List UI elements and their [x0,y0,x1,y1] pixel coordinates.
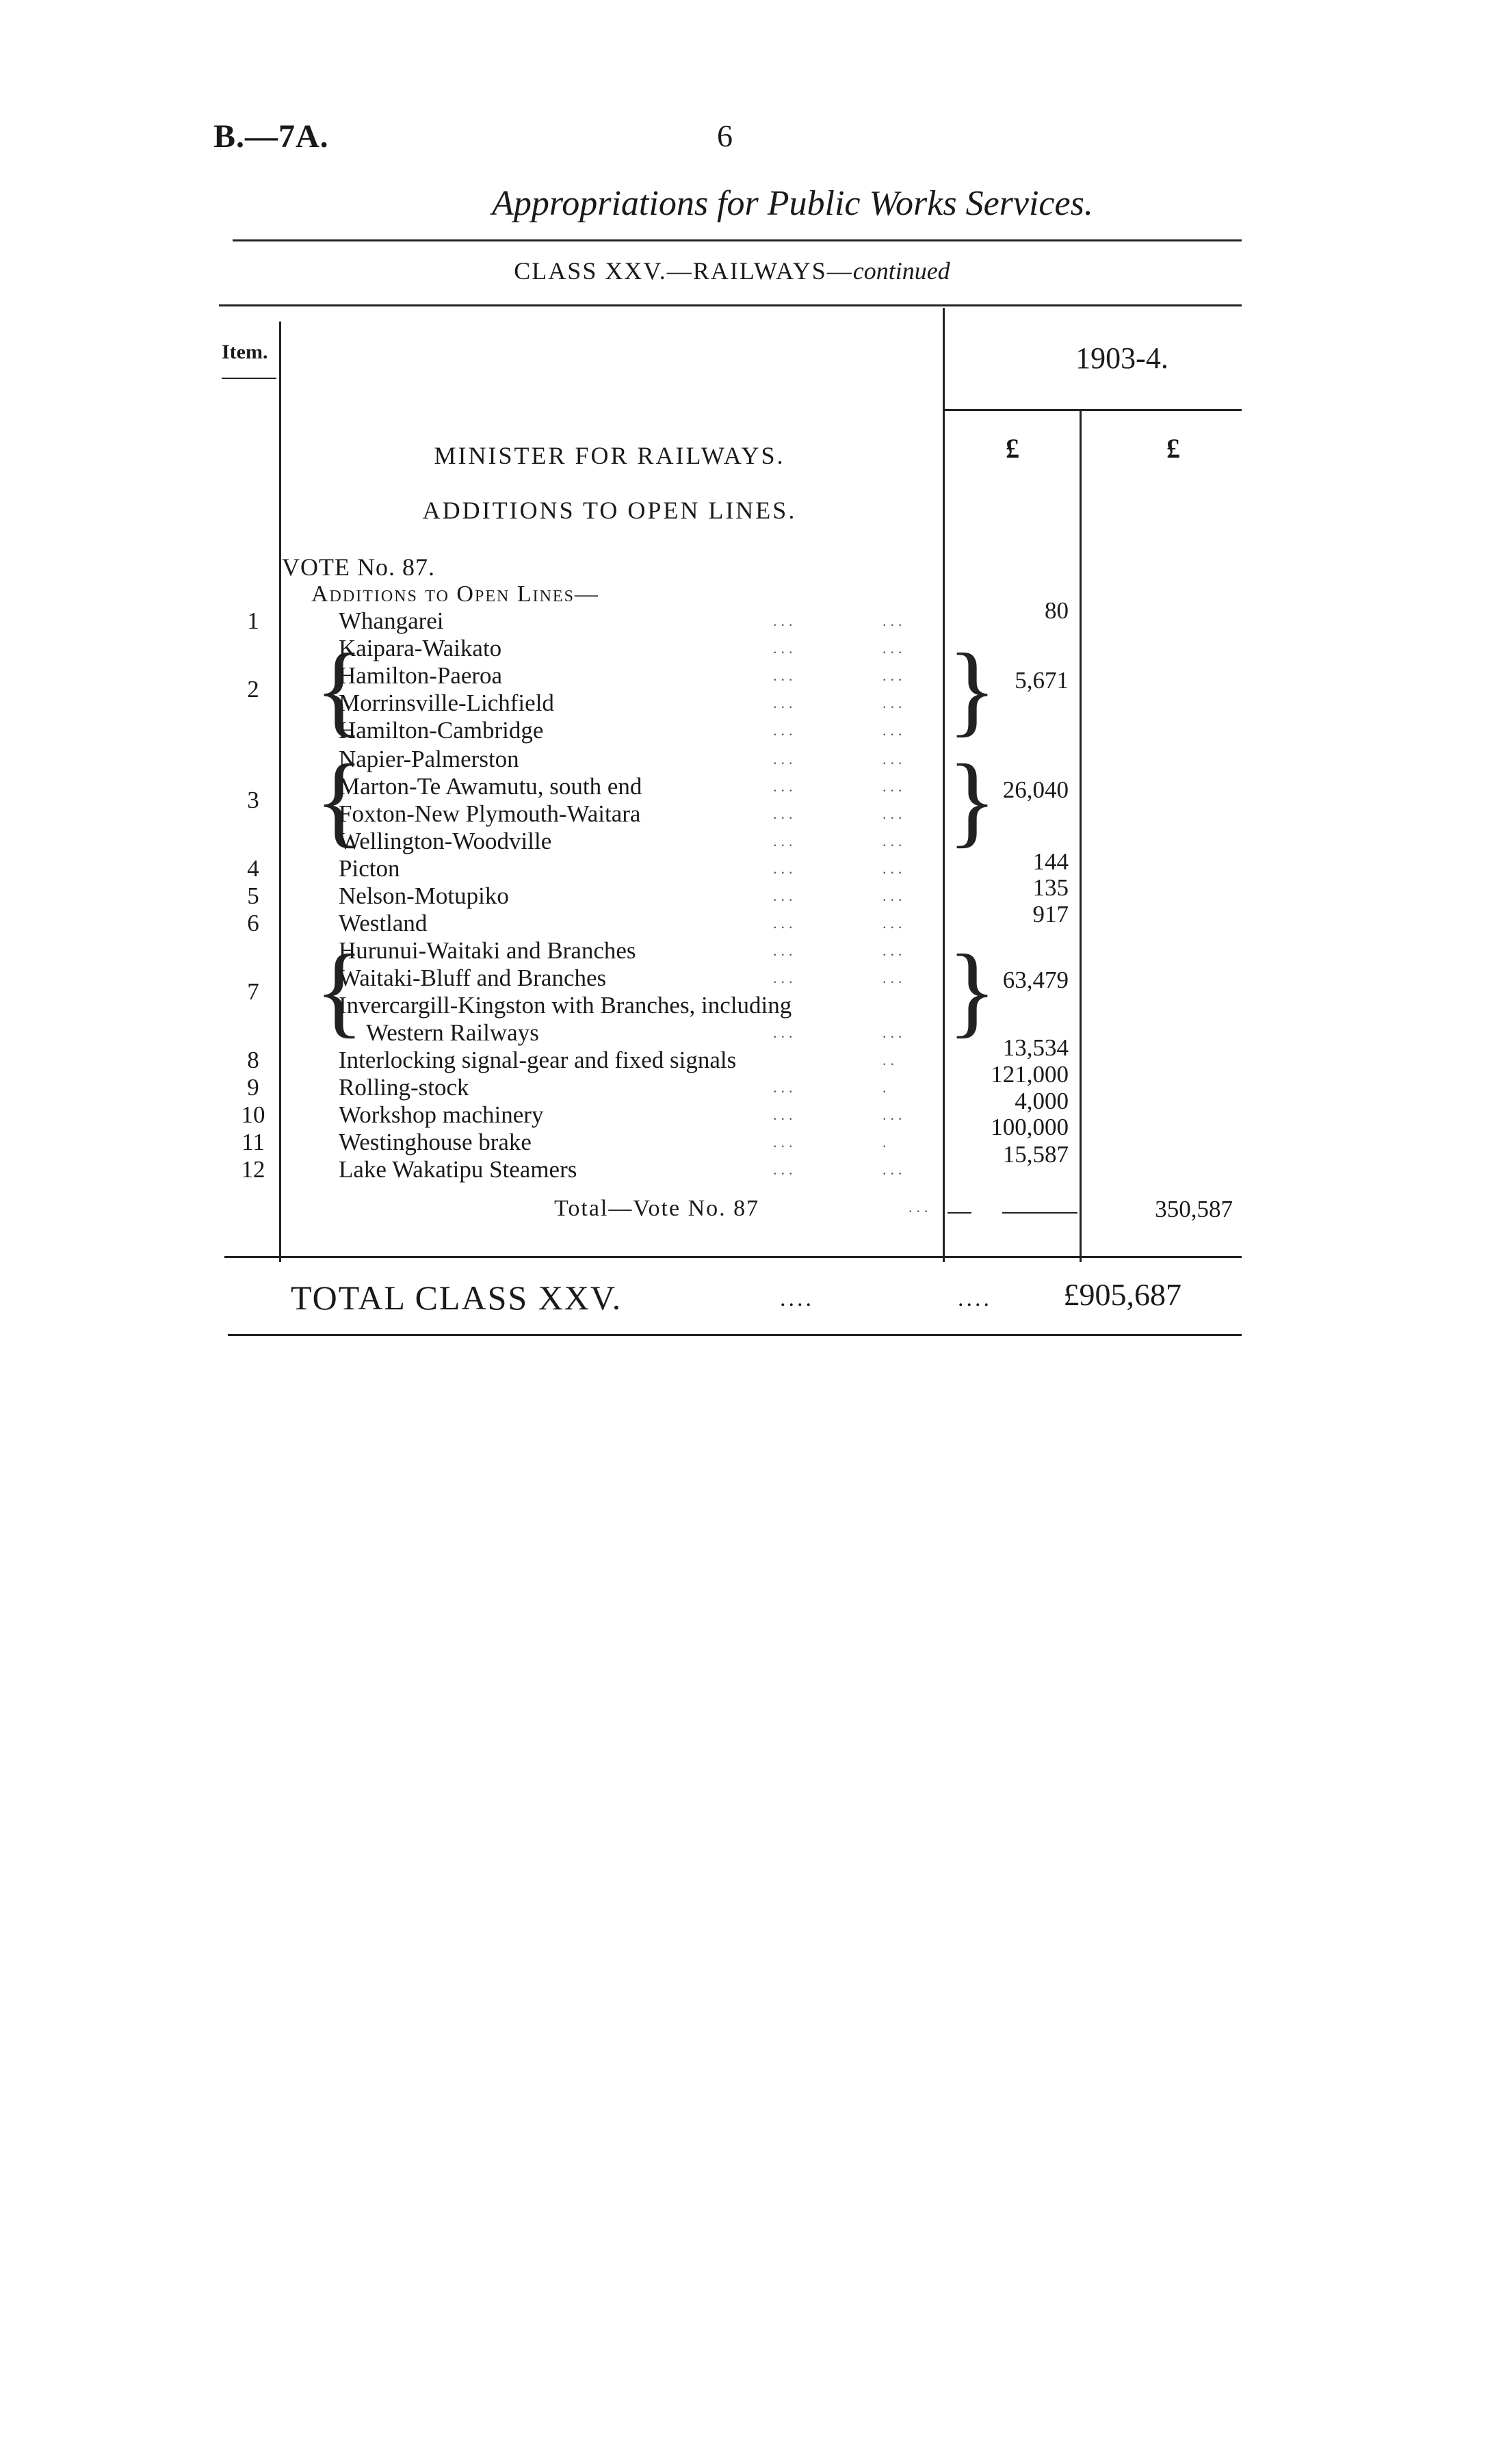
item-number: 4 [247,855,259,882]
table-row [0,1129,1503,1156]
grand-total-amount: £905,687 [1063,1277,1181,1312]
item-label: Picton [339,855,400,882]
item-label: Waitaki-Bluff and Branches [339,965,607,991]
item-number: 3 [247,787,259,813]
table-row [0,690,1503,717]
item-number: 9 [247,1074,259,1101]
final-rule [228,1334,1242,1336]
item-number: 1 [247,607,259,634]
item-label: Lake Wakatipu Steamers [339,1156,577,1183]
item-label: Interlocking signal-gear and fixed signals [339,1047,737,1073]
left-brace: { [315,744,364,857]
table-row [0,800,1503,828]
leader-dots: ... [883,969,906,986]
leader-dots: ... [773,722,797,739]
leader-dots: . [883,1133,891,1151]
document-ref: B.—7A. [213,118,329,155]
total-dash [1002,1212,1077,1214]
leader-dots: ... [883,750,906,768]
leader-dots: ... [883,722,906,739]
item-label: Workshop machinery [339,1101,544,1128]
item-label: Nelson-Motupiko [339,882,509,909]
item-number: 5 [247,882,259,909]
leader-dots: ... [773,1161,797,1178]
leader-dots: ... [909,1198,932,1216]
pound-header-1: £ [1006,433,1019,464]
vote-heading: VOTE No. 87. [282,553,435,581]
total-dash [947,1212,971,1214]
leader-dots: ... [773,887,797,904]
table-row [0,855,1503,882]
item-number: 10 [241,1101,265,1128]
item-label: Whangarei [339,607,444,634]
table-top-rule [219,304,1242,306]
leader-dots: ... [773,1106,797,1123]
table-row [0,717,1503,744]
leader-dots: ... [883,833,906,850]
table-row [0,1156,1503,1183]
item-label: Foxton-New Plymouth-Waitara [339,800,641,827]
leader-dots: ... [773,778,797,795]
table-row [0,1019,1503,1047]
leader-dots: ... [773,640,797,657]
table-row [0,1101,1503,1129]
subhead: Additions to Open Lines— [311,581,599,607]
leader-dots: ... [773,612,797,629]
table-row [0,910,1503,937]
pound-header-2: £ [1166,433,1180,464]
right-brace: } [947,633,997,746]
leader-dots: ... [773,969,797,986]
leader-dots: ... [773,915,797,932]
leader-dots: ... [883,694,906,711]
table-bottom-rule [224,1256,1242,1258]
item-under-rule [222,378,276,379]
item-amount: 144 [1032,848,1069,875]
item-label: Morrinsville-Lichfield [339,690,554,716]
table-row [0,1047,1503,1074]
leader-dots: .. [883,1051,898,1069]
leader-dots: ... [773,1079,797,1096]
leader-dots: .... [958,1286,992,1311]
leader-dots: ... [773,833,797,850]
leader-dots: ... [883,915,906,932]
item-label: Hamilton-Cambridge [339,717,544,744]
leader-dots: ... [773,694,797,711]
leader-dots: ... [773,942,797,959]
right-brace: } [947,744,997,857]
leader-dots: ... [773,667,797,684]
leader-dots: ... [773,1133,797,1151]
leader-dots: ... [773,1024,797,1041]
leader-dots: ... [883,860,906,877]
item-amount: 4,000 [1015,1088,1069,1114]
item-amount: 13,534 [1002,1034,1069,1061]
table-row [0,746,1503,773]
item-label: Marton-Te Awamutu, south end [339,773,642,800]
table-row [0,607,1503,635]
item-number: 6 [247,910,259,936]
division-heading: ADDITIONS TO OPEN LINES. [422,497,797,524]
leader-dots: ... [883,1024,906,1041]
item-amount: 100,000 [991,1114,1069,1140]
leader-dots: ... [883,1106,906,1123]
leader-dots: ... [883,942,906,959]
item-label: Westland [339,910,428,936]
table-row [0,882,1503,910]
item-label: Invercargill-Kingston with Branches, including [339,992,792,1019]
minister-heading: MINISTER FOR RAILWAYS. [434,442,785,469]
item-label: Wellington-Woodville [339,828,552,854]
year-header: 1903-4. [1075,341,1168,375]
item-amount: 26,040 [1002,776,1069,803]
item-label: Kaipara-Waikato [339,635,502,661]
leader-dots: ... [773,860,797,877]
table-row [0,992,1503,1019]
item-column-header: Item. [222,341,268,363]
grand-total-label: TOTAL CLASS XXV. [291,1279,623,1317]
leader-dots: ... [883,612,906,629]
item-amount: 63,479 [1002,967,1069,993]
item-number: 12 [241,1156,265,1183]
item-label: Western Railways [366,1019,539,1046]
leader-dots: . [883,1079,891,1096]
leader-dots: ... [773,805,797,822]
left-brace: { [315,934,364,1047]
left-brace: { [315,633,364,746]
leader-dots: ... [773,750,797,768]
right-brace: } [947,934,997,1047]
page-number: 6 [717,118,733,153]
item-amount: 917 [1032,901,1069,928]
leader-dots: ... [883,805,906,822]
leader-dots: ... [883,640,906,657]
leader-dots: ... [883,778,906,795]
item-amount: 5,671 [1015,667,1069,694]
item-number: 8 [247,1047,259,1073]
table-row [0,937,1503,965]
top-rule [233,239,1242,241]
leader-dots: ... [883,667,906,684]
item-number: 2 [247,676,259,703]
leader-dots: ... [883,1161,906,1178]
table-row [0,828,1503,855]
item-amount: 121,000 [991,1061,1069,1088]
item-label: Hurunui-Waitaki and Branches [339,937,636,964]
year-under-rule [944,409,1242,411]
item-label: Napier-Palmerston [339,746,519,772]
table-row [0,1074,1503,1101]
item-label: Westinghouse brake [339,1129,532,1155]
item-amount: 135 [1032,874,1069,901]
table-row [0,635,1503,662]
class-title: CLASS XXV.—RAILWAYS—continued [514,257,950,285]
leader-dots: ... [883,887,906,904]
item-number: 11 [241,1129,265,1155]
item-label: Hamilton-Paeroa [339,662,503,689]
item-number: 7 [247,978,259,1005]
leader-dots: .... [780,1286,814,1311]
item-amount: 15,587 [1002,1141,1069,1168]
total-vote-amount: 350,587 [1155,1196,1233,1222]
page-title: Appropriations for Public Works Services. [492,184,1093,223]
item-label: Rolling-stock [339,1074,469,1101]
total-vote-label: Total—Vote No. 87 [554,1196,760,1221]
item-amount: 80 [1045,597,1069,624]
